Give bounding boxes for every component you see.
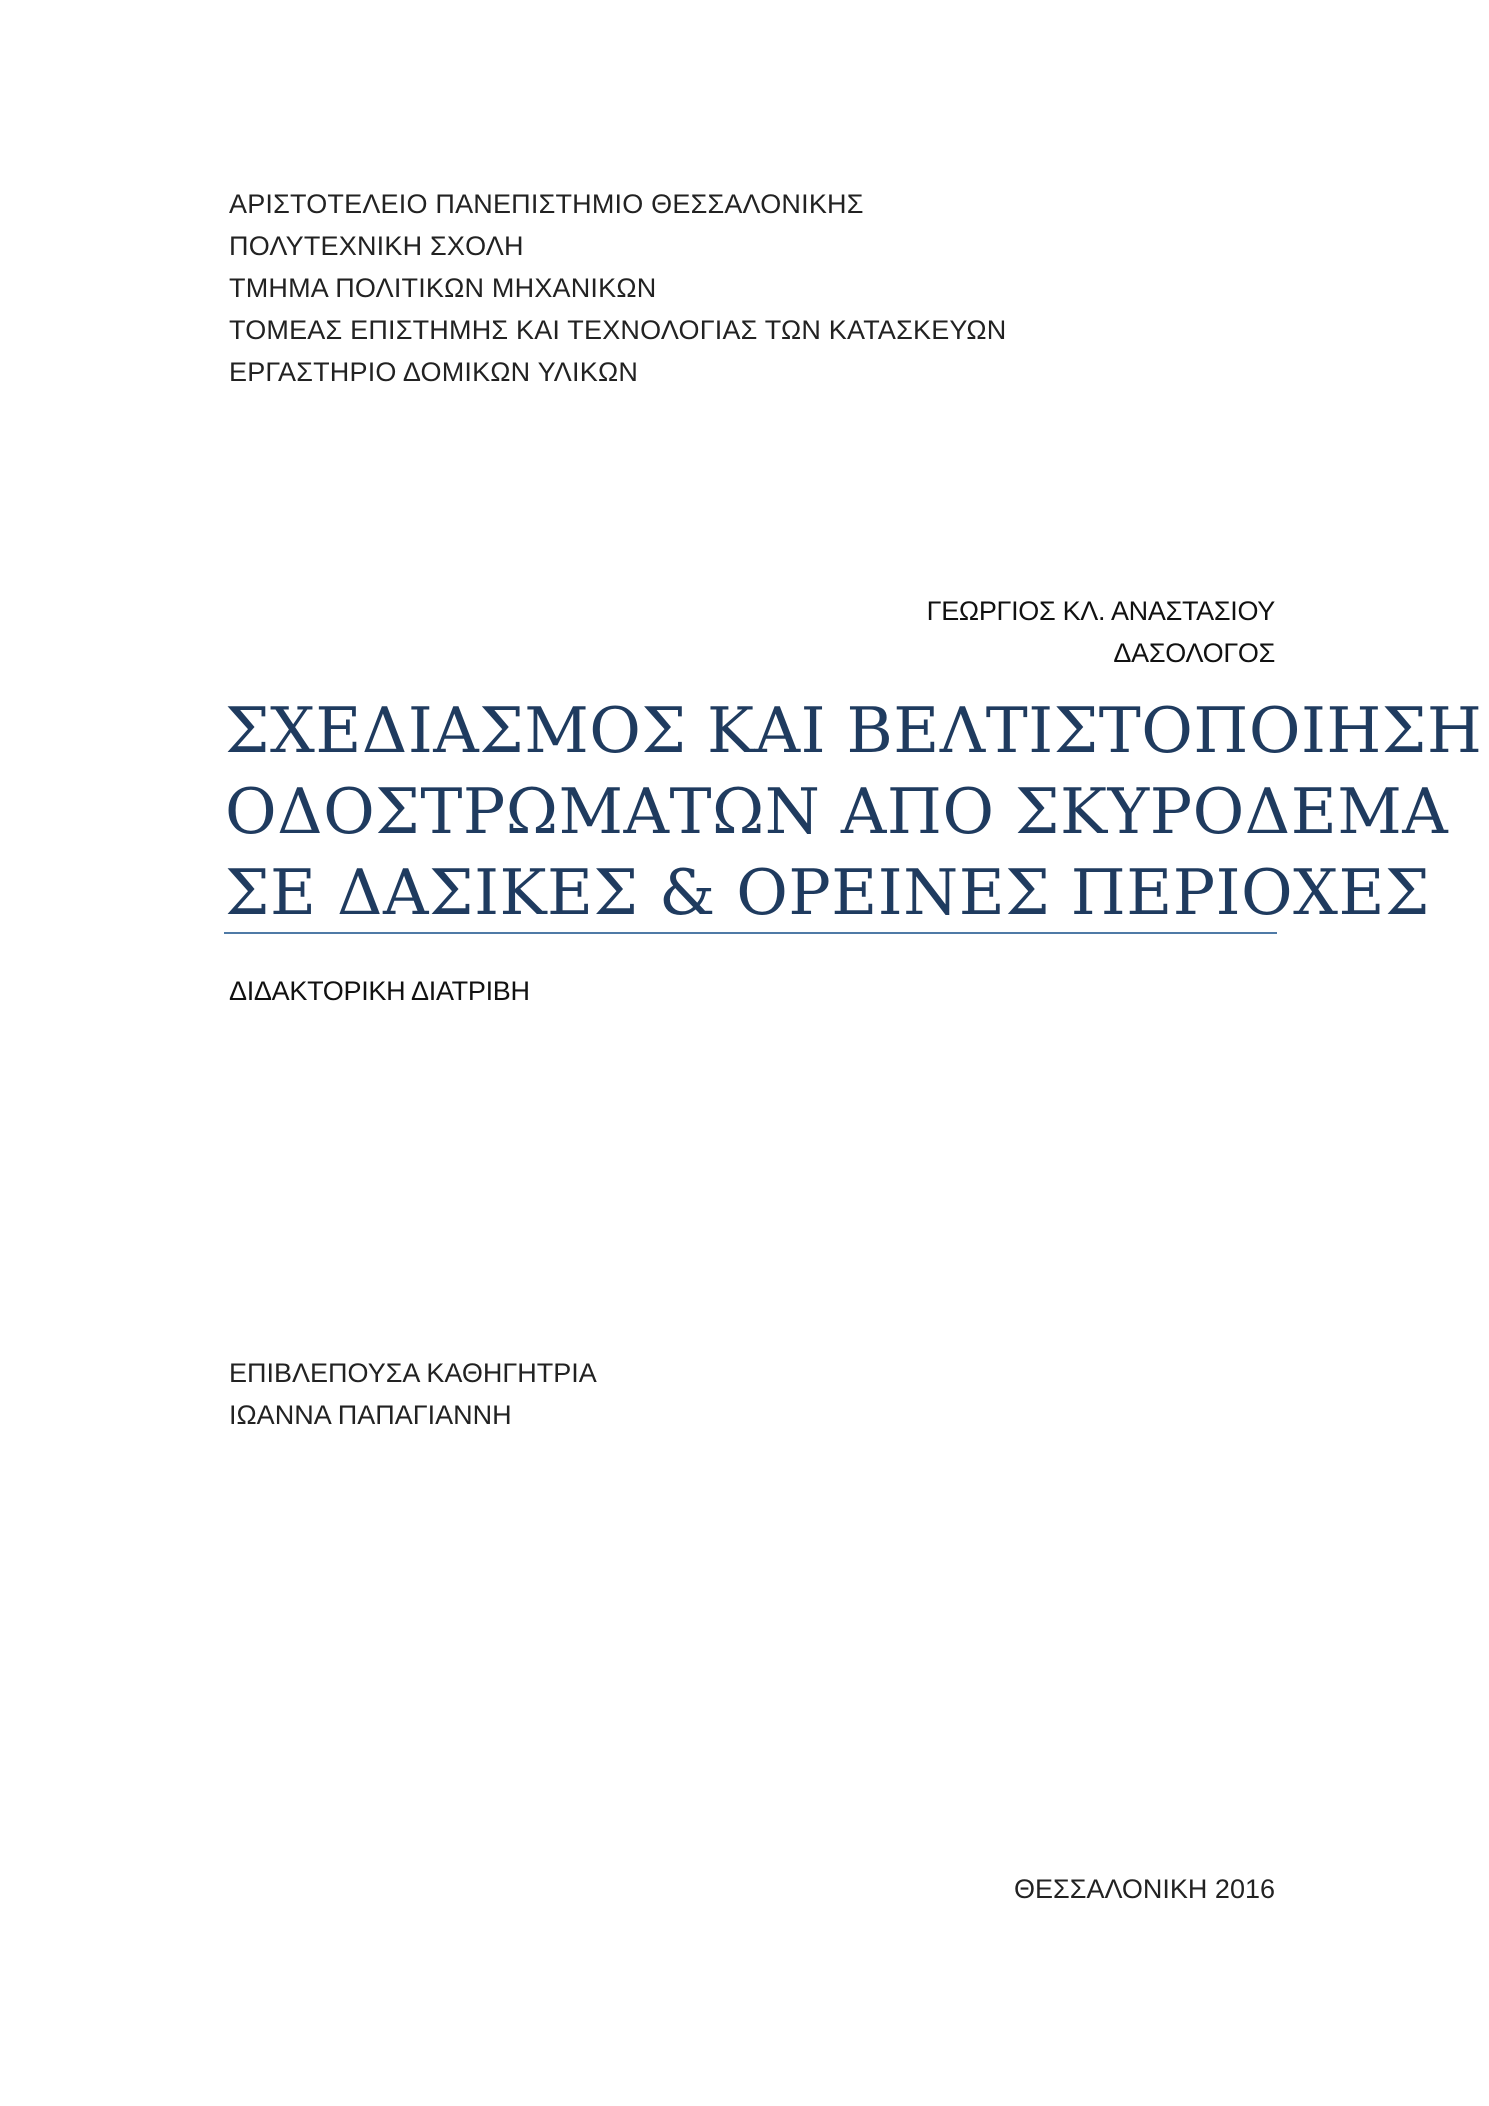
institution-laboratory: ΕΡΓΑΣΤΗΡΙΟ ΔΟΜΙΚΩΝ ΥΛΙΚΩΝ [229, 357, 639, 387]
supervisor-block [229, 1352, 597, 1436]
institution-sector: ΤΟΜΕΑΣ ΕΠΙΣΤΗΜΗΣ ΚΑΙ ΤΕΧΝΟΛΟΓΙΑΣ ΤΩΝ ΚΑΤΑΣΚΕΥΩΝ [229, 315, 1007, 345]
supervisor-name: ΙΩΑΝΝΑ ΠΑΠΑΓΙΑΝΝΗ [229, 1400, 512, 1430]
supervisor-label: ΕΠΙΒΛΕΠΟΥΣΑ ΚΑΘΗΓΗΤΡΙΑ [229, 1358, 597, 1388]
thesis-title-line-1: ΣΧΕΔΙΑΣΜΟΣ ΚΑΙ ΒΕΛΤΙΣΤΟΠΟΙΗΣΗ [225, 694, 1483, 767]
thesis-title [225, 690, 1483, 933]
institution-university: ΑΡΙΣΤΟΤΕΛΕΙΟ ΠΑΝΕΠΙΣΤΗΜΙΟ ΘΕΣΣΑΛΟΝΙΚΗΣ [229, 189, 864, 219]
title-divider [224, 932, 1277, 934]
author-role: ΔΑΣΟΛΟΓΟΣ [1113, 638, 1275, 668]
thesis-title-line-3: ΣΕ ΔΑΣΙΚΕΣ & ΟΡΕΙΝΕΣ ΠΕΡΙΟΧΕΣ [225, 856, 1431, 929]
institution-department: ΤΜΗΜΑ ΠΟΛΙΤΙΚΩΝ ΜΗΧΑΝΙΚΩΝ [229, 273, 657, 303]
institution-school: ΠΟΛΥΤΕΧΝΙΚΗ ΣΧΟΛΗ [229, 231, 524, 261]
author-name: ΓΕΩΡΓΙΟΣ ΚΛ. ΑΝΑΣΤΑΣΙΟΥ [926, 596, 1275, 626]
institution-block [229, 183, 1006, 393]
author-block [927, 590, 1275, 674]
document-type: ΔΙΔΑΚΤΟΡΙΚΗ ΔΙΑΤΡΙΒΗ [229, 976, 530, 1006]
thesis-title-line-2: ΟΔΟΣΤΡΩΜΑΤΩΝ ΑΠΟ ΣΚΥΡΟΔΕΜΑ [225, 775, 1449, 848]
place-date: ΘΕΣΣΑΛΟΝΙΚΗ 2016 [1014, 1874, 1275, 1904]
